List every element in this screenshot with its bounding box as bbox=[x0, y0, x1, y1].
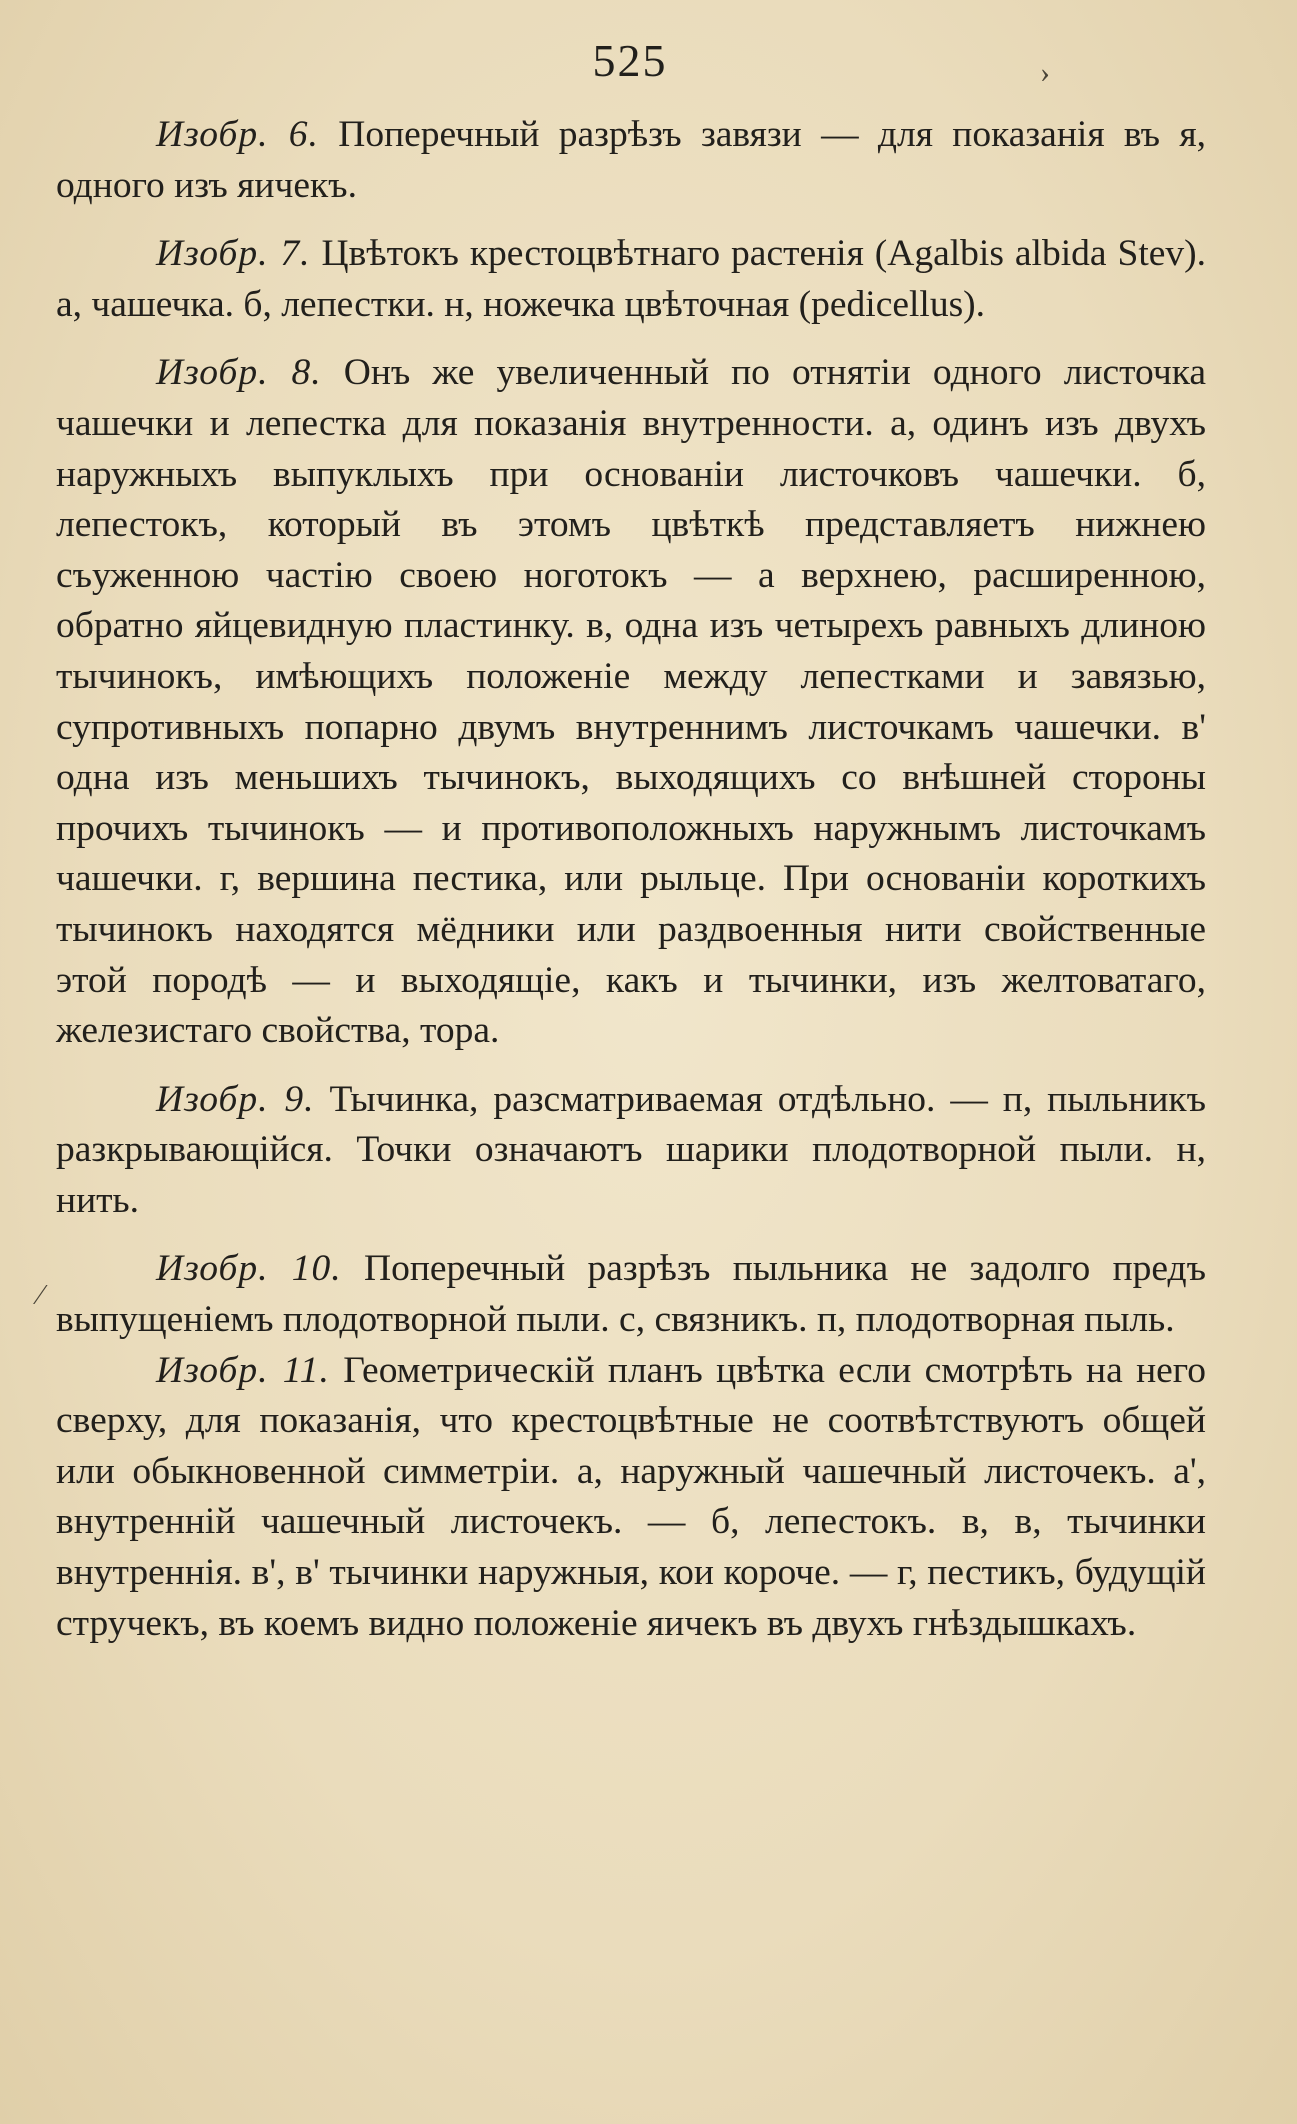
body-text bbox=[56, 110, 1206, 1649]
figure-10-text: Поперечный разрѣзъ пыльника не задолго предъ выпущеніемъ плодотворной пыли. с, связникъ. п, плодотворная пыль. bbox=[56, 1248, 1207, 1341]
figure-6-label: Изобр. 6. bbox=[156, 114, 319, 155]
figure-8-text: Онъ же увеличенный по отнятіи одного листочка чашечки и лепестка для показанія внутренности. а, одинъ изъ двухъ наружныхъ выпуклыхъ при основаніи листочковъ чашечки. б, лепестокъ, который въ этомъ цвѣткѣ представляетъ нижнею съуженною частію своею ноготокъ — а верхнею, расширенною, обратно яйцевидную пластинку. в, одна изъ четырехъ равныхъ длиною тычинокъ, имѣющихъ положеніе между лепестками и завязью, супротивныхъ попарно двумъ внутреннимъ листочкамъ чашечки. в' одна изъ меньшихъ тычинокъ, выходящихъ со внѣшней стороны прочихъ тычинокъ — и противоположныхъ наружнымъ листочкамъ чашечки. г, вершина пестика, или рыльце. При основаніи короткихъ тычинокъ находятся мёдники или раздвоенныя нити свойственные этой породѣ — и выходящіе, какъ и тычинки, изъ желтоватаго, железистаго свойства, тора. bbox=[56, 352, 1206, 1052]
figure-9-text: Тычинка, разсматриваемая отдѣльно. — п, пыльникъ разкрывающійся. Точки означаютъ шарики плодотворной пыли. н, нить. bbox=[56, 1078, 1206, 1221]
figure-10-label: Изобр. 10. bbox=[156, 1248, 342, 1290]
corner-mark: › bbox=[1040, 56, 1050, 89]
figure-6-text: Поперечный разрѣзъ завязи — для показанія въ я, одного изъ яичекъ. bbox=[56, 114, 1206, 206]
figure-8-label: Изобр. 8. bbox=[156, 352, 322, 394]
figure-11-paragraph bbox=[56, 1346, 1206, 1650]
figure-7-label: Изобр. 7. bbox=[156, 233, 311, 275]
figure-11-text: Геометрическій планъ цвѣтка если смотрѣть на него сверху, для показанія, что крестоцвѣтные не соотвѣтствуютъ общей или обыкновенной симметріи. а, наружный чашечный листочекъ. а', внутренній чашечный листочекъ. — б, лепестокъ. в, в, тычинки внутреннія. в', в' тычинки наружныя, кои короче. — г, пестикъ, будущій стручекъ, въ коемъ видно положеніе яичекъ въ двухъ гнѣздышкахъ. bbox=[56, 1349, 1206, 1644]
figure-6-paragraph bbox=[56, 110, 1206, 211]
figure-9-paragraph bbox=[56, 1075, 1206, 1227]
figure-10-paragraph bbox=[56, 1244, 1206, 1345]
page-number: 525 bbox=[592, 35, 668, 86]
margin-mark: ⁄ bbox=[38, 1280, 43, 1311]
figure-9-label: Изобр. 9. bbox=[156, 1078, 315, 1120]
figure-11-label: Изобр. 11. bbox=[156, 1349, 330, 1391]
figure-7-paragraph bbox=[56, 229, 1206, 330]
figure-7-text: Цвѣтокъ крестоцвѣтнаго растенія (Agalbis albida Stev). а, чашечка. б, лепестки. н, ножечка цвѣточная (pedicellus). bbox=[56, 233, 1206, 325]
figure-8-paragraph bbox=[56, 348, 1206, 1056]
